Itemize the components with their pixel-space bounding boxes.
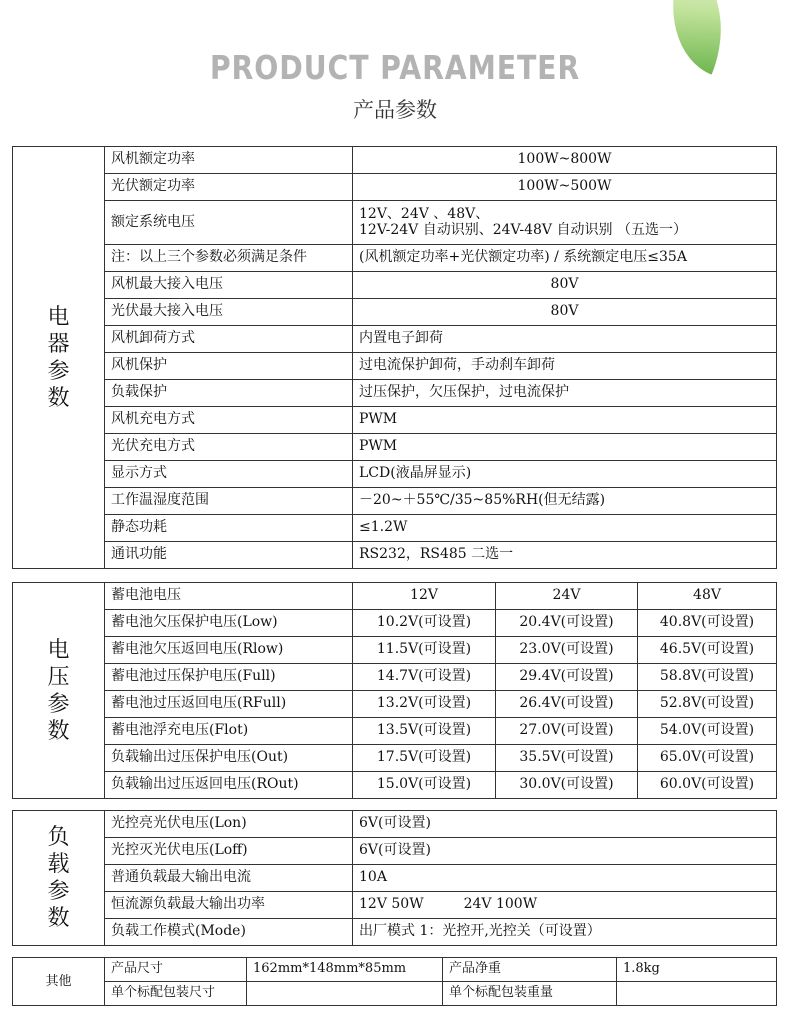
table-row [13,583,777,610]
table-row [13,147,777,174]
param-label: 光伏充电方式 [105,434,353,461]
param-label: 风机额定功率 [105,147,353,174]
other-params-table [12,957,777,1006]
table-row [13,637,777,664]
param-value: 过电流保护卸荷，手动刹车卸荷 [353,353,777,380]
table-row [13,353,777,380]
param-label: 光控亮光伏电压(Lon) [105,811,353,838]
param-value: 52.8V(可设置) [638,691,777,718]
param-label: 蓄电池过压返回电压(RFull) [105,691,353,718]
column-header: 12V [353,583,496,610]
param-value: 35.5V(可设置) [496,745,638,772]
param-value: 23.0V(可设置) [496,637,638,664]
param-value: 14.7V(可设置) [353,664,496,691]
title-cn: 产品参数 [353,98,437,122]
param-value: 10.2V(可设置) [353,610,496,637]
param-label: 工作温湿度范围 [105,488,353,515]
param-value: 17.5V(可设置) [353,745,496,772]
param-value: 内置电子卸荷 [353,326,777,353]
param-value: LCD(液晶屏显示) [353,461,777,488]
section-label-load: 负 载 参 数 [13,811,105,946]
param-value: 65.0V(可设置) [638,745,777,772]
param-label: 恒流源负载最大输出功率 [105,892,353,919]
table-row [13,919,777,946]
param-label: 负载输出过压保护电压(Out) [105,745,353,772]
voltage-params-table [12,582,777,799]
param-label: 风机最大接入电压 [105,272,353,299]
param-label: 负载输出过压返回电压(ROut) [105,772,353,799]
param-value: 46.5V(可设置) [638,637,777,664]
section-label-voltage: 电 压 参 数 [13,583,105,799]
param-label: 蓄电池过压保护电压(Full) [105,664,353,691]
column-header: 48V [638,583,777,610]
param-value: 40.8V(可设置) [638,610,777,637]
param-value: 10A [353,865,777,892]
table-row [13,174,777,201]
param-value: －20~＋55℃/35~85%RH(但无结露) [353,488,777,515]
section-label-electrical: 电 器 参 数 [13,147,105,569]
param-value: 过压保护，欠压保护，过电流保护 [353,380,777,407]
table-row [13,299,777,326]
table-row [13,407,777,434]
param-value: (风机额定功率+光伏额定功率) / 系统额定电压≤35A [353,245,777,272]
table-row [13,811,777,838]
column-header: 24V [496,583,638,610]
table-row [13,542,777,569]
param-label: 普通负载最大输出电流 [105,865,353,892]
param-value: PWM [353,434,777,461]
table-row [13,958,777,982]
param-value: 26.4V(可设置) [496,691,638,718]
table-row [13,380,777,407]
param-value: 60.0V(可设置) [638,772,777,799]
param-label: 负载保护 [105,380,353,407]
param-value: PWM [353,407,777,434]
param-label: 蓄电池电压 [105,583,353,610]
param-value: 27.0V(可设置) [496,718,638,745]
param-label: 通讯功能 [105,542,353,569]
param-value: 12V 50W 24V 100W [353,892,777,919]
param-value: 100W~800W [353,147,777,174]
table-row [13,838,777,865]
param-value: 100W~500W [353,174,777,201]
table-row [13,691,777,718]
param-label: 单个标配包装尺寸 [105,982,247,1006]
param-value: 80V [353,272,777,299]
table-row [13,664,777,691]
load-params-table [12,810,777,946]
param-label: 光伏额定功率 [105,174,353,201]
param-label: 产品净重 [443,958,617,982]
param-label: 负载工作模式(Mode) [105,919,353,946]
param-label: 单个标配包装重量 [443,982,617,1006]
table-row [13,772,777,799]
section-label-other: 其他 [13,958,105,1006]
param-value: 12V、24V 、48V、 12V-24V 自动识别、24V-48V 自动识别 （五选一） [353,201,777,245]
param-value: 20.4V(可设置) [496,610,638,637]
param-value [617,982,777,1006]
param-label: 注：以上三个参数必须满足条件 [105,245,353,272]
param-label: 光伏最大接入电压 [105,299,353,326]
param-value: 11.5V(可设置) [353,637,496,664]
param-value: 58.8V(可设置) [638,664,777,691]
param-label: 蓄电池欠压保护电压(Low) [105,610,353,637]
param-label: 静态功耗 [105,515,353,542]
param-value: 13.2V(可设置) [353,691,496,718]
param-value: 6V(可设置) [353,838,777,865]
param-value: 54.0V(可设置) [638,718,777,745]
param-value: 162mm*148mm*85mm [247,958,443,982]
table-row [13,201,777,245]
param-value: 15.0V(可设置) [353,772,496,799]
param-label: 蓄电池欠压返回电压(Rlow) [105,637,353,664]
electrical-params-table [12,146,777,569]
param-label: 额定系统电压 [105,201,353,245]
table-row [13,745,777,772]
param-label: 显示方式 [105,461,353,488]
table-row [13,982,777,1006]
table-row [13,892,777,919]
table-row [13,718,777,745]
table-row [13,245,777,272]
param-value: 80V [353,299,777,326]
table-row [13,610,777,637]
table-row [13,461,777,488]
param-value: 29.4V(可设置) [496,664,638,691]
param-label: 风机卸荷方式 [105,326,353,353]
param-value [247,982,443,1006]
param-label: 风机充电方式 [105,407,353,434]
table-row [13,326,777,353]
table-row [13,515,777,542]
param-value: RS232，RS485 二选一 [353,542,777,569]
param-label: 产品尺寸 [105,958,247,982]
param-value: ≤1.2W [353,515,777,542]
table-row [13,434,777,461]
param-value: 13.5V(可设置) [353,718,496,745]
param-label: 蓄电池浮充电压(Flot) [105,718,353,745]
table-row [13,272,777,299]
param-value: 30.0V(可设置) [496,772,638,799]
param-value: 6V(可设置) [353,811,777,838]
title-en: PRODUCT PARAMETER [209,48,581,87]
param-value: 1.8kg [617,958,777,982]
param-value: 出厂模式 1：光控开,光控关（可设置） [353,919,777,946]
table-row [13,865,777,892]
table-row [13,488,777,515]
param-label: 光控灭光伏电压(Loff) [105,838,353,865]
param-label: 风机保护 [105,353,353,380]
